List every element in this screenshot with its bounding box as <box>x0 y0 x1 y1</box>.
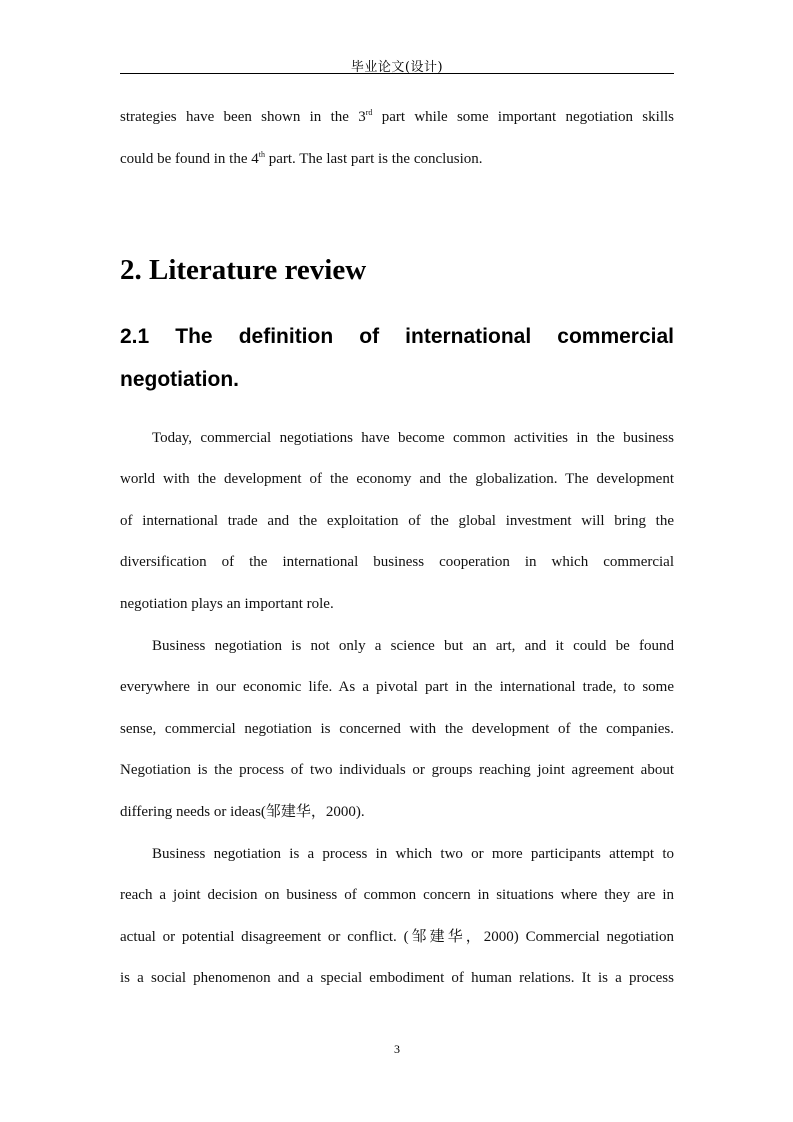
subsection-heading-line-1: 2.1 The definition of international commercial <box>120 325 674 348</box>
subsection-heading-line-2: negotiation. <box>120 368 239 391</box>
text-line: reach a joint decision on business of common concern in situations where they are in <box>120 887 674 903</box>
text-line: Business negotiation is a process in which two or more participants attempt to <box>152 846 674 862</box>
text-line: diversification of the international business cooperation in which commercial <box>120 554 674 570</box>
text-line: Today, commercial negotiations have become common activities in the business <box>152 430 674 446</box>
text-line: actual or potential disagreement or conflict. (邹建华，2000) Commercial negotiation <box>120 929 674 945</box>
paragraph-3 <box>120 844 674 994</box>
text-line: negotiation plays an important role. <box>120 596 334 612</box>
text-line: of international trade and the exploitation of the global investment will bring the <box>120 513 674 529</box>
intro-paragraph <box>120 107 674 169</box>
text-line: world with the development of the economy and the globalization. The development <box>120 471 674 487</box>
section-heading: 2. Literature review <box>120 254 367 286</box>
text-line: Negotiation is the process of two individuals or groups reaching joint agreement about <box>120 762 674 778</box>
ordinal-superscript: rd <box>365 108 373 117</box>
text-line: everywhere in our economic life. As a pivotal part in the international trade, to some <box>120 679 674 695</box>
text-line: strategies have been shown in the 3rd part while some important negotiation skills <box>120 108 674 125</box>
text-line: is a social phenomenon and a special embodiment of human relations. It is a process <box>120 970 674 986</box>
page-number: 3 <box>394 1042 400 1056</box>
running-header: 毕业论文(设计) <box>350 60 444 75</box>
text-line: differing needs or ideas(邹建华，2000). <box>120 804 365 820</box>
text-line: could be found in the 4th part. The last part is the conclusion. <box>120 150 483 167</box>
ordinal-superscript: th <box>258 150 265 159</box>
paragraph-1 <box>120 428 674 618</box>
text-line: Business negotiation is not only a science but an art, and it could be found <box>152 638 674 654</box>
paragraph-2 <box>120 636 674 826</box>
text-line: sense, commercial negotiation is concerned with the development of the companies. <box>120 721 674 737</box>
header-rule <box>120 73 674 74</box>
